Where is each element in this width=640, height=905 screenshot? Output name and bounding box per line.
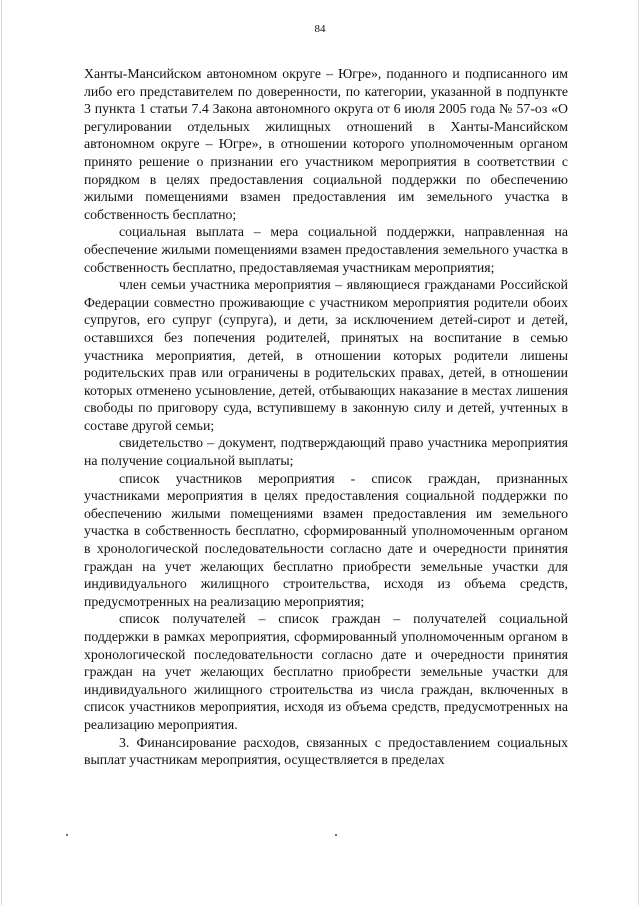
- paragraph-social-payment: социальная выплата – мера социальной поддержки, направленная на обеспечение жилыми помещениями взамен предоставления земельного участка в собственность бесплатно, предоставляемая участникам мероприятия;: [84, 224, 568, 275]
- scan-speck-center: [335, 834, 337, 836]
- scan-speck-left: [66, 834, 68, 836]
- paragraph-recipients-list: список получателей – список граждан – получателей социальной поддержки в рамках мероприятия, сформированный уполномоченным органом в хронологической последовательности согласно дате и очередности принятия граждан на учет желающих бесплатно приобрести земельные участки для индивидуального жилищного строительства из числа граждан, включенных в список участников мероприятия, исходя из объема средств, предусмотренных на реализацию мероприятия.: [84, 611, 568, 732]
- document-body: [84, 65, 568, 769]
- paragraph-certificate: свидетельство – документ, подтверждающий право участника мероприятия на получение социальной выплаты;: [84, 435, 568, 469]
- scan-edge-right: [638, 0, 639, 905]
- paragraph-financing: 3. Финансирование расходов, связанных с предоставлением социальных выплат участникам мероприятия, осуществляется в пределах: [84, 734, 568, 768]
- scan-edge-left: [1, 0, 2, 905]
- page-number: 84: [314, 23, 326, 35]
- paragraph-participants-list: список участников мероприятия - список граждан, признанных участниками мероприятия в целях предоставления социальной поддержки по обеспечению жилыми помещениями взамен предоставления им земельного участка в собственность бесплатно, сформированный уполномоченным органом в хронологической последовательности согласно дате и очередности принятия граждан на учет желающих бесплатно приобрести земельные участки для индивидуального жилищного строительства, исходя из объема средств, предусмотренных на реализацию мероприятия;: [84, 470, 568, 609]
- paragraph-continuation: Ханты-Мансийском автономном округе – Югре», поданного и подписанного им либо его представителем по доверенности, по категории, указанной в подпункте 3 пункта 1 статьи 7.4 Закона автономного округа от 6 июля 2005 года № 57-оз «О регулировании отдельных жилищных отношений в Ханты-Мансийском автономном округе – Югре», в отношении которого уполномоченным органом принято решение о признании его участником мероприятия в соответствии с порядком в целях предоставления социальной поддержки по обеспечению жилыми помещениями взамен предоставления им земельного участка в собственность бесплатно;: [84, 66, 568, 222]
- paragraph-family-member: член семьи участника мероприятия – являющиеся гражданами Российской Федерации совместно проживающие с участником мероприятия родители обоих супругов, его супруг (супруга), и дети, за исключением детей-сирот и детей, оставшихся без попечения родителей, принятых на воспитание в семью участника мероприятия, детей, в отношении которых родители лишены родительских прав или ограничены в родительских правах, детей, в отношении которых отменено усыновление, детей, отбывающих наказание в местах лишения свободы по приговору суда, вступившему в законную силу и детей, учтенных в составе другой семьи;: [84, 277, 568, 433]
